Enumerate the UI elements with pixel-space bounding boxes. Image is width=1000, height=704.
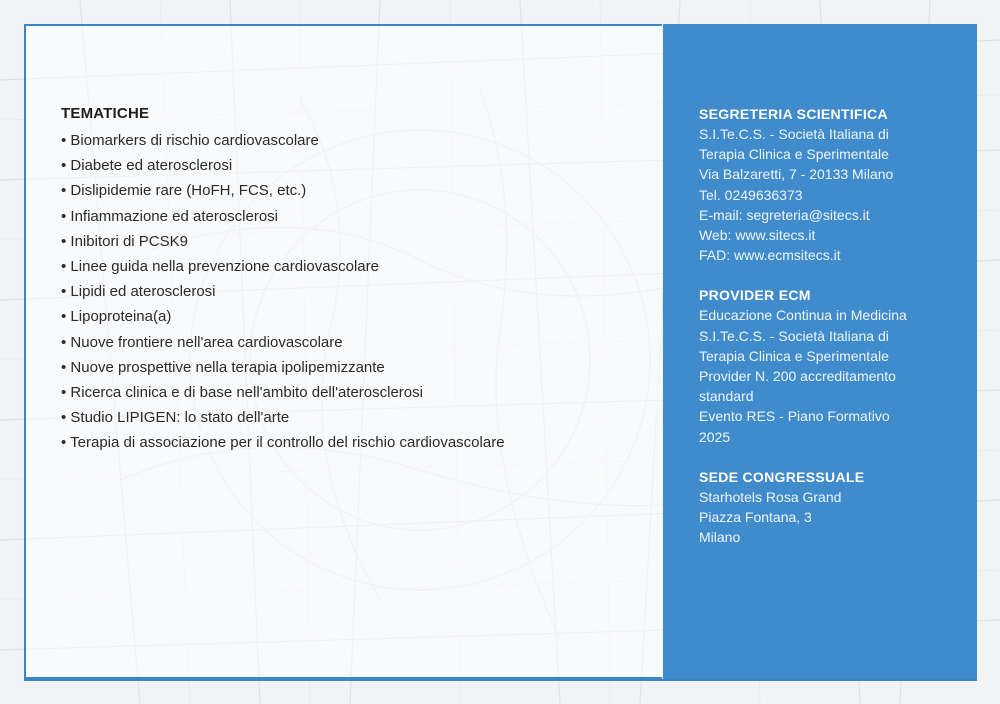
provider-line: Terapia Clinica e Sperimentale [699, 347, 889, 364]
secretariat-line: Terapia Clinica e Sperimentale [699, 146, 889, 163]
secretariat-block [699, 104, 957, 265]
topic-item: • Diabete ed aterosclerosi [61, 153, 505, 178]
provider-line: standard [699, 388, 754, 405]
topics-heading: TEMATICHE [61, 105, 150, 122]
secretariat-heading: SEGRETERIA SCIENTIFICA [699, 106, 888, 122]
provider-heading: PROVIDER ECM [699, 287, 811, 304]
topics-section [61, 104, 505, 456]
secretariat-email: E-mail: segreteria@sitecs.it [699, 206, 870, 223]
topic-item: • Lipidi ed aterosclerosi [61, 279, 505, 304]
provider-line: Educazione Continua in Medicina [699, 307, 907, 324]
topic-item: • Nuove prospettive nella terapia ipolipemizzante [61, 355, 505, 380]
topic-item: • Infiammazione ed aterosclerosi [61, 204, 505, 229]
venue-city: Milano [699, 529, 741, 546]
provider-line: Provider N. 200 accreditamento [699, 368, 896, 385]
secretariat-line: S.I.Te.C.S. - Società Italiana di [699, 126, 889, 142]
topic-item: • Inibitori di PCSK9 [61, 229, 505, 254]
topic-item: • Nuove frontiere nell'area cardiovascolare [61, 330, 505, 355]
provider-block [699, 285, 957, 446]
topic-item: • Linee guida nella prevenzione cardiovascolare [61, 254, 505, 279]
topic-item: • Lipoproteina(a) [61, 304, 505, 329]
topic-item: • Studio LIPIGEN: lo stato dell'arte [61, 405, 505, 430]
frame-bottom-border [24, 679, 977, 681]
topics-list [61, 128, 505, 456]
topic-item: • Dislipidemie rare (HoFH, FCS, etc.) [61, 178, 505, 203]
provider-line: Evento RES - Piano Formativo [699, 408, 890, 425]
provider-line: 2025 [699, 428, 731, 445]
provider-line: S.I.Te.C.S. - Società Italiana di [699, 327, 889, 344]
secretariat-phone: Tel. 0249636373 [699, 186, 803, 203]
venue-hotel: Starhotels Rosa Grand [699, 488, 842, 505]
venue-address: Piazza Fontana, 3 [699, 509, 812, 526]
topic-item: • Ricerca clinica e di base nell'ambito dell'aterosclerosi [61, 380, 505, 405]
secretariat-fad: FAD: www.ecmsitecs.it [699, 247, 841, 264]
venue-heading: SEDE CONGRESSUALE [699, 468, 865, 485]
topic-item: • Biomarkers di rischio cardiovascolare [61, 128, 505, 153]
topic-item: • Terapia di associazione per il controllo del rischio cardiovascolare [61, 430, 505, 455]
secretariat-address: Via Balzaretti, 7 - 20133 Milano [699, 166, 894, 183]
venue-block [699, 467, 957, 548]
info-sidebar [663, 24, 977, 681]
secretariat-web: Web: www.sitecs.it [699, 227, 816, 244]
